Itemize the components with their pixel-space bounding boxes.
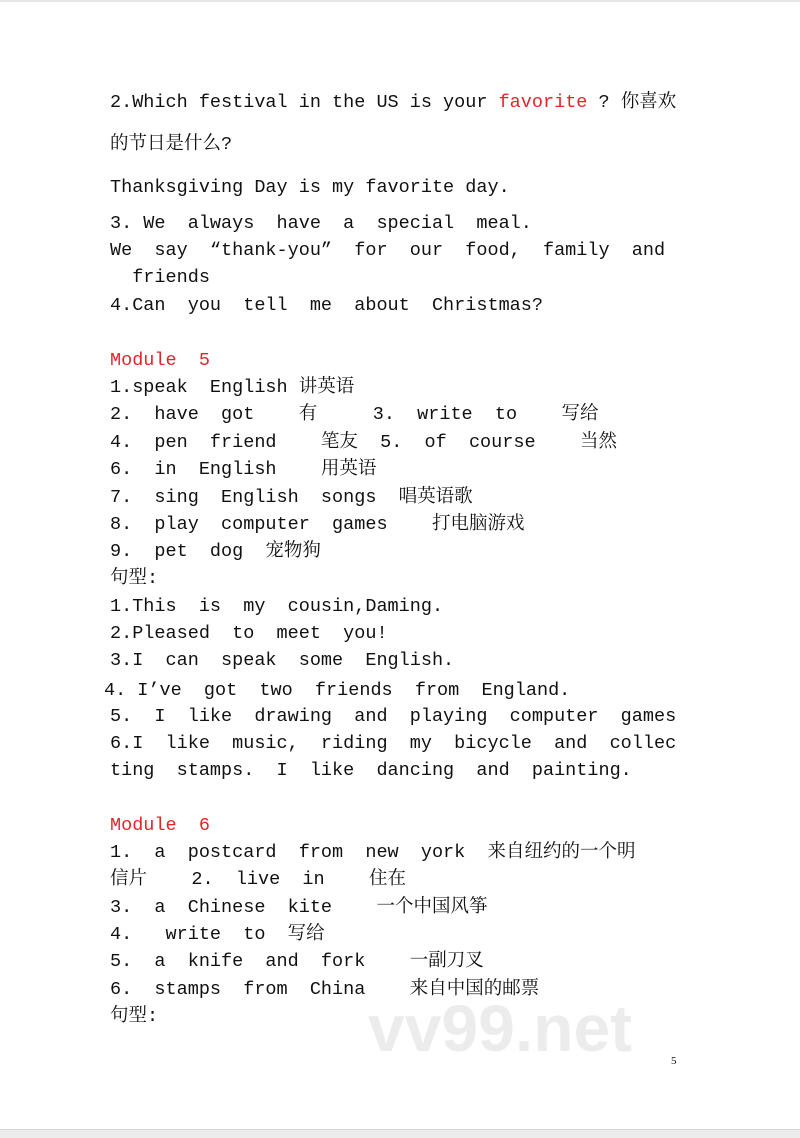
phrase-line: 7. sing English songs 唱英语歌	[110, 487, 473, 508]
sentence-line: ting stamps. I like dancing and painting.	[110, 760, 632, 781]
patterns-label: 句型:	[110, 1006, 159, 1027]
phrase-line: 4. pen friend 笔友 5. of course 当然	[110, 432, 617, 453]
sentence-line: 6.I like music, riding my bicycle and collec	[110, 733, 677, 754]
phrase-line: 6. stamps from China 来自中国的邮票	[110, 979, 540, 1000]
module-6-title: Module 6	[110, 815, 210, 836]
highlighted-word: favorite	[498, 92, 588, 113]
phrase-line: 6. in English 用英语	[110, 459, 377, 480]
phrase-line: 4. write to 写给	[110, 924, 325, 945]
page-top-border	[0, 0, 800, 2]
module-5-title: Module 5	[110, 350, 210, 371]
page-number: 5	[671, 1055, 677, 1067]
question-text: 2.Which festival in the US is your	[110, 92, 499, 113]
patterns-label: 句型:	[110, 568, 159, 589]
phrase-line: 8. play computer games 打电脑游戏	[110, 514, 525, 535]
phrase-line: 3. a Chinese kite 一个中国风筝	[110, 897, 488, 918]
phrase-line: 9. pet dog 宠物狗	[110, 541, 321, 562]
answer-line: Thanksgiving Day is my favorite day.	[110, 177, 510, 198]
sentence-line: 2.Pleased to meet you!	[110, 623, 388, 644]
phrase-line: 2. have got 有 3. write to 写给	[110, 404, 599, 425]
phrase-line: 1. a postcard from new york 来自纽约的一个明	[110, 842, 636, 863]
sentence-line: 4. I’ve got two friends from England.	[104, 680, 571, 701]
question-2-cont: 的节日是什么?	[110, 134, 233, 155]
question-text-cn: ? 你喜欢	[587, 92, 677, 113]
phrase-line: 5. a knife and fork 一副刀叉	[110, 951, 484, 972]
phrase-line: 1.speak English 讲英语	[110, 377, 355, 398]
question-2	[110, 92, 676, 114]
phrase-line: 信片 2. live in 住在	[110, 869, 407, 890]
question-4: 4.Can you tell me about Christmas?	[110, 295, 543, 316]
answer-line: 3. We always have a special meal.	[110, 213, 532, 234]
watermark: vv99.net	[368, 991, 633, 1065]
answer-line: We say “thank-you” for our food, family and	[110, 240, 666, 261]
sentence-line: 5. I like drawing and playing computer games	[110, 706, 677, 727]
answer-line: friends	[110, 267, 210, 288]
sentence-line: 3.I can speak some English.	[110, 650, 455, 671]
sentence-line: 1.This is my cousin,Daming.	[110, 596, 444, 617]
